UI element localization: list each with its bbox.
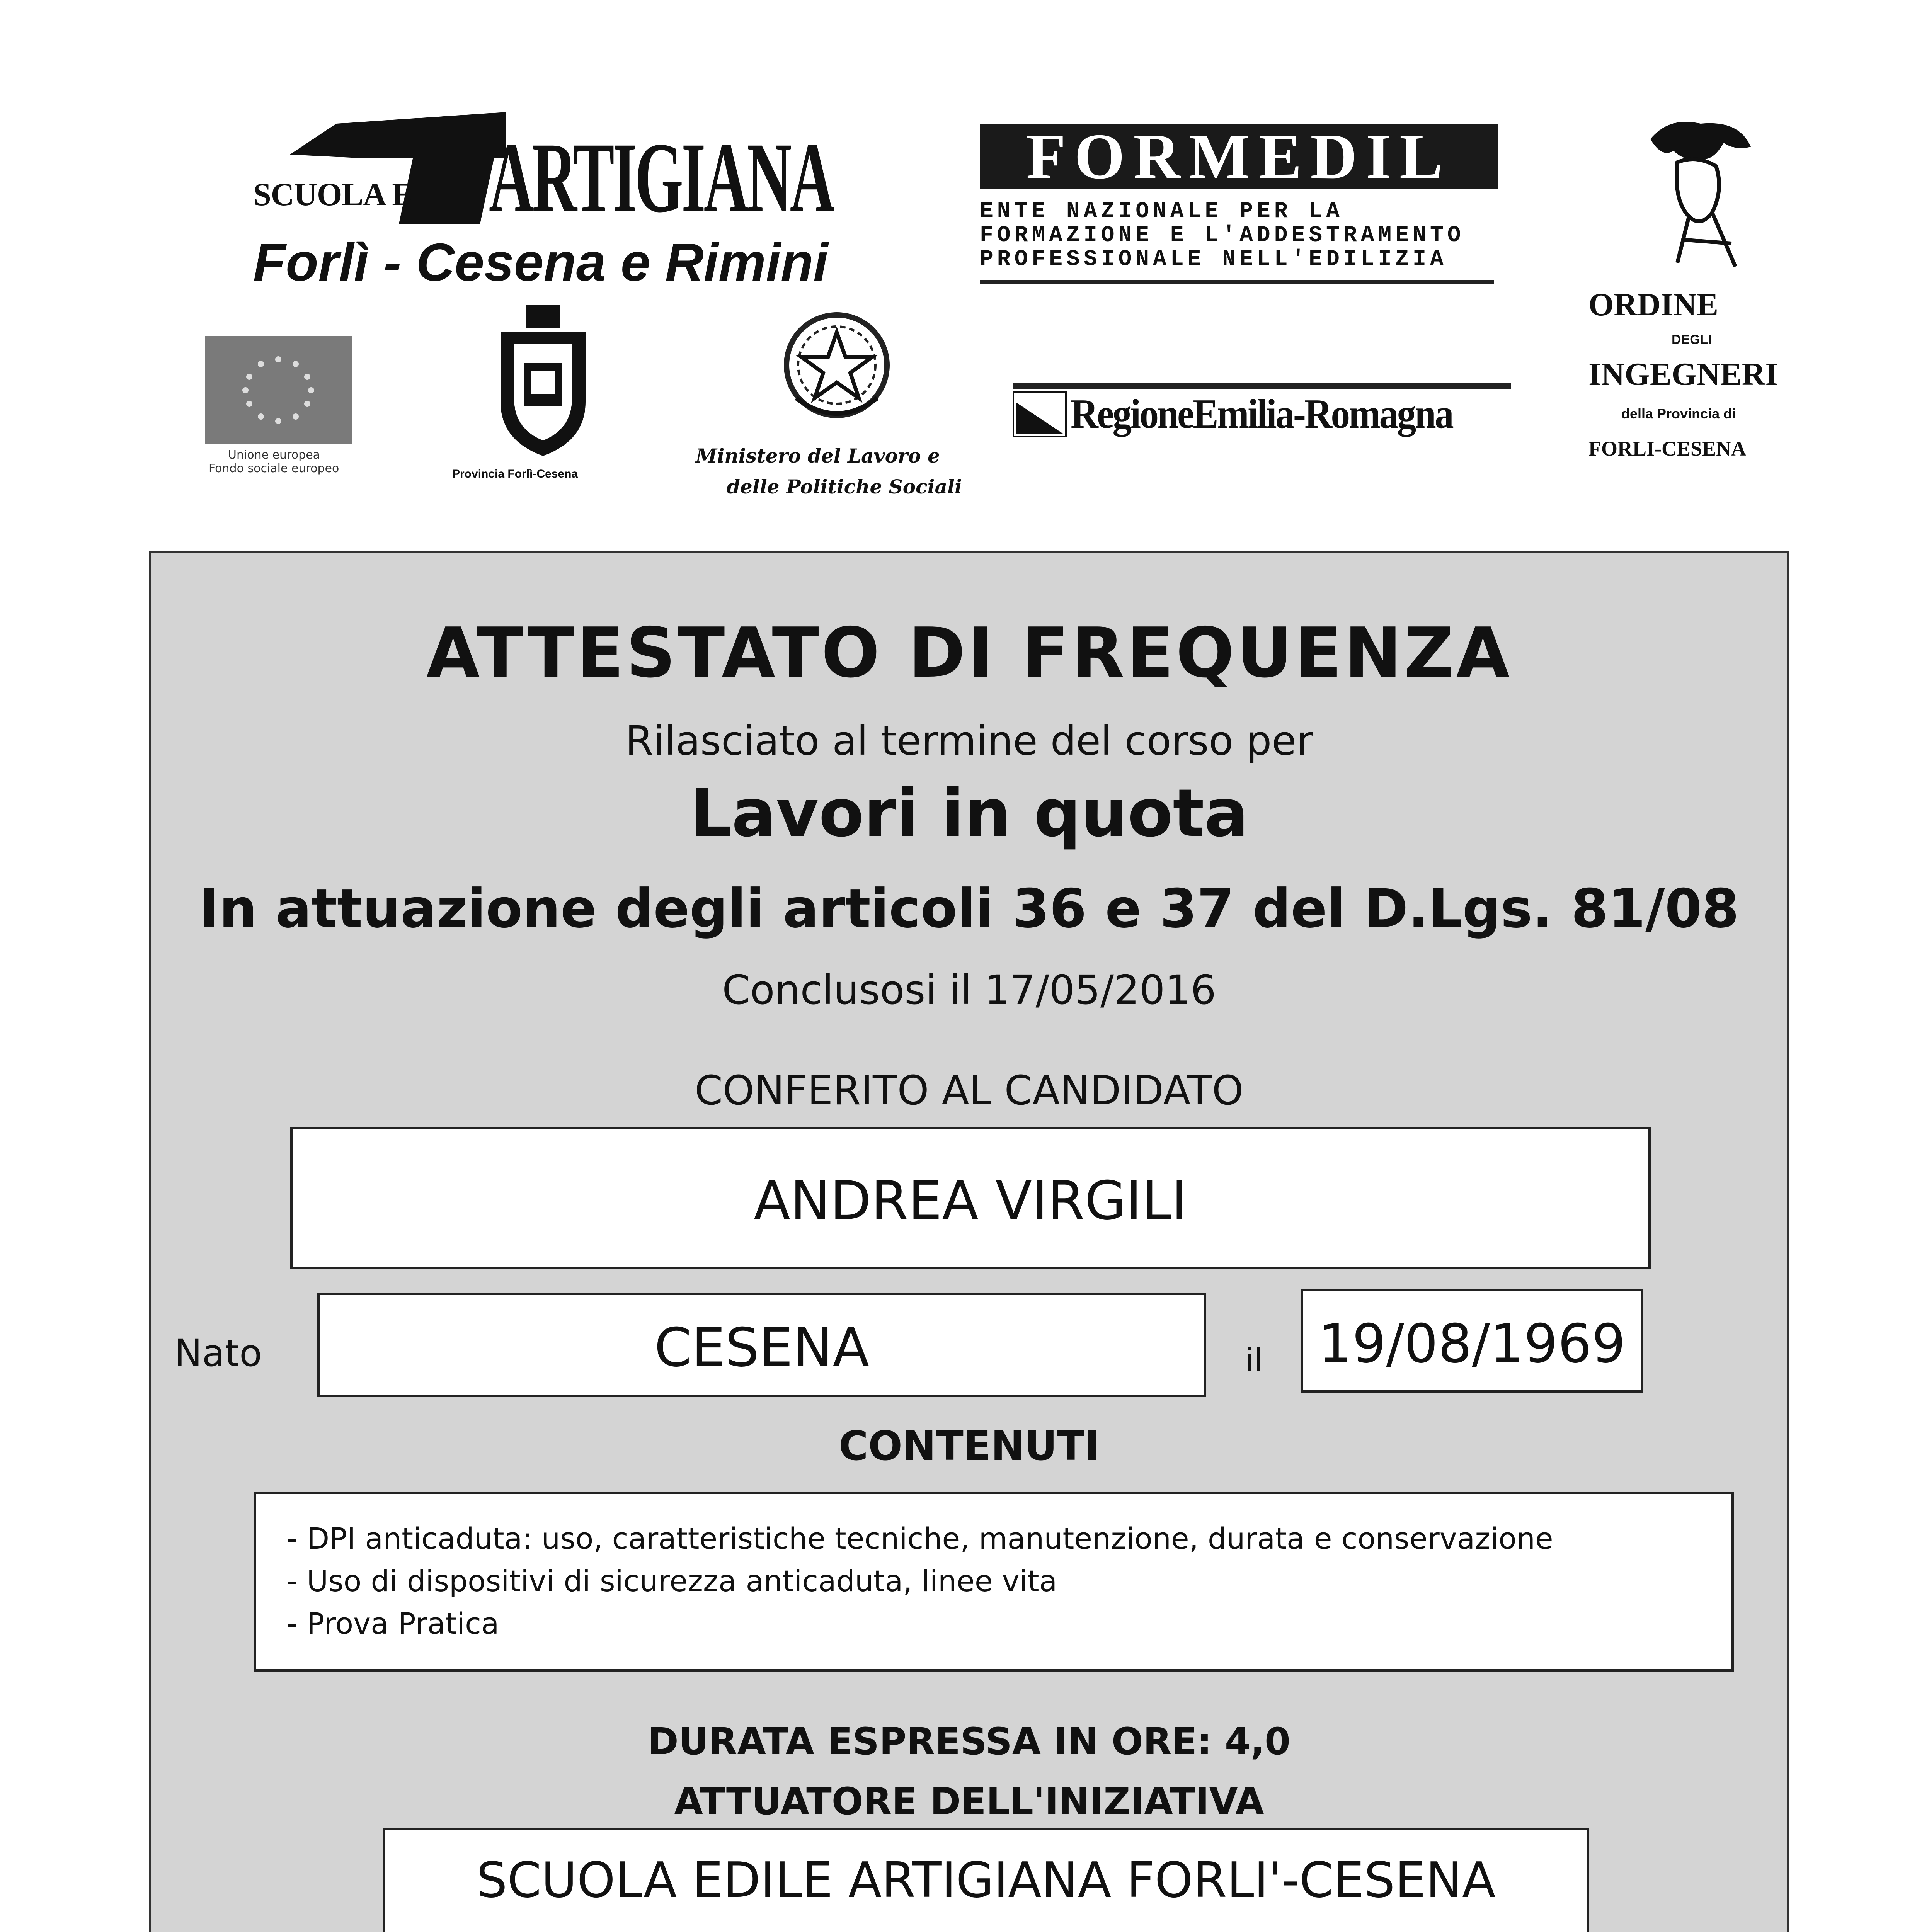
content-item: - Prova Pratica: [287, 1606, 499, 1641]
certificate-subtitle: Rilasciato al termine del corso per: [625, 717, 1313, 764]
certificate-title: ATTESTATO DI FREQUENZA: [426, 613, 1512, 693]
scuola-logo-small-text: SCUOLA E: [253, 177, 414, 213]
formedil-logo: [980, 121, 1498, 294]
contenuti-label: CONTENUTI: [839, 1422, 1100, 1469]
regione-emilia-romagna-logo: [1013, 383, 1515, 444]
scuola-logo-subtitle: Forlì - Cesena e Rimini: [253, 233, 828, 292]
ministero-text-2: delle Politiche Sociali: [727, 475, 962, 498]
shield-crest-icon: [485, 305, 601, 460]
eu-logo: [205, 336, 367, 483]
completion-date: Conclusosi il 17/05/2016: [722, 966, 1216, 1014]
formedil-line-2: FORMAZIONE E L'ADDESTRAMENTO: [980, 223, 1465, 248]
forli-cesena-text: FORLI-CESENA: [1588, 437, 1747, 460]
legal-reference: In attuazione degli articoli 36 e 37 del D.Lgs. 81/08: [199, 878, 1739, 940]
regione-text: RegioneEmilia-Romagna: [1071, 391, 1453, 437]
scuola-logo-title: ARTIGIANA: [489, 122, 833, 233]
organizer-name: SCUOLA EDILE ARTIGIANA FORLI'-CESENA: [476, 1852, 1496, 1908]
regione-rule: [1013, 383, 1511, 389]
conferito-label: CONFERITO AL CANDIDATO: [695, 1067, 1244, 1114]
formedil-line-1: ENTE NAZIONALE PER LA: [980, 199, 1343, 224]
il-label: il: [1245, 1341, 1263, 1379]
birth-city-box: [317, 1293, 1206, 1397]
eu-text-2: Fondo sociale europeo: [209, 462, 339, 475]
scuola-wing-graphic: [290, 112, 506, 158]
attuatore-label: ATTUATORE DELL'INIZIATIVA: [674, 1780, 1264, 1823]
candidate-name: ANDREA VIRGILI: [754, 1170, 1187, 1232]
ordine-text: ORDINE: [1588, 287, 1719, 323]
nato-label: Nato: [174, 1332, 262, 1375]
content-item: - Uso di dispositivi di sicurezza anticaduta, linee vita: [287, 1564, 1057, 1598]
candidate-name-box: [290, 1127, 1651, 1269]
birth-city: CESENA: [654, 1316, 869, 1379]
ordine-ingegneri-logo: [1577, 116, 1824, 510]
formedil-line-3: PROFESSIONALE NELL'EDILIZIA: [980, 247, 1447, 272]
certificate-panel: [149, 551, 1789, 1932]
provincia-text: della Provincia di: [1621, 406, 1736, 422]
course-name: Lavori in quota: [690, 775, 1249, 852]
duration: DURATA ESPRESSA IN ORE: 4,0: [648, 1720, 1290, 1763]
portrait-emblem-icon: [1623, 116, 1770, 270]
regione-mark-icon: [1013, 391, 1067, 437]
content-item: - DPI anticaduta: uso, caratteristiche tecniche, manutenzione, durata e conservazione: [287, 1521, 1553, 1556]
contents-box: [254, 1492, 1734, 1672]
formedil-rule: [980, 280, 1494, 284]
eu-flag-icon: [205, 336, 352, 444]
birth-date: 19/08/1969: [1318, 1313, 1626, 1375]
provincia-logo: [452, 305, 645, 487]
eu-text-1: Unione europea: [228, 448, 320, 462]
ministero-logo: [696, 301, 982, 518]
ministero-text-1: Ministero del Lavoro e: [696, 444, 940, 467]
formedil-name: FORMEDIL: [980, 124, 1498, 189]
ingegneri-text: INGEGNERI: [1588, 356, 1778, 392]
birth-date-box: [1301, 1289, 1643, 1393]
organizer-box: [383, 1828, 1589, 1932]
degli-text: DEGLI: [1672, 332, 1712, 347]
scuola-edile-logo: [253, 112, 879, 294]
italian-republic-emblem-icon: [773, 301, 901, 429]
provincia-text: Provincia Forlì-Cesena: [452, 468, 578, 480]
